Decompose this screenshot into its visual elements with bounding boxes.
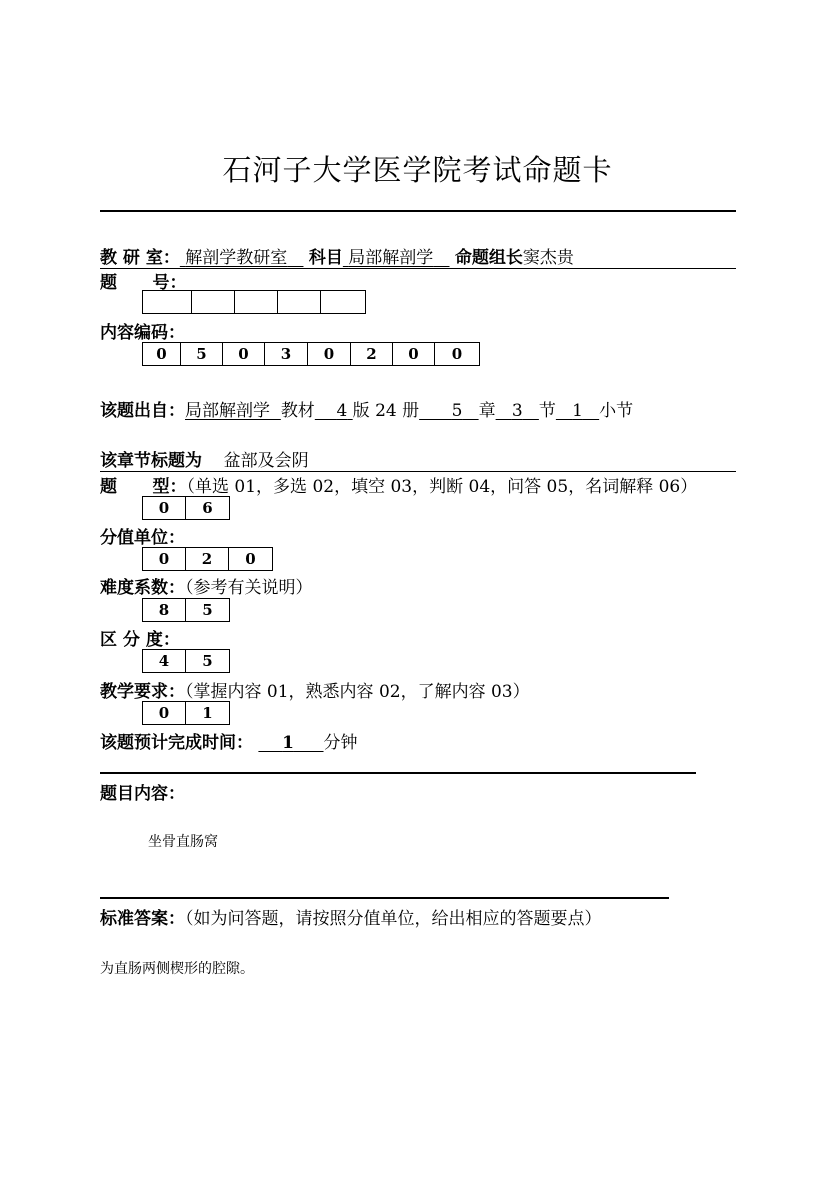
- subject-value: 局部解剖学: [348, 248, 434, 268]
- content-code-box: 0: [143, 343, 181, 365]
- answer-row: [100, 904, 602, 929]
- source-row: [100, 396, 633, 421]
- question-no-box: [235, 291, 278, 313]
- source-text-2: 版 24 册: [352, 401, 420, 421]
- leader-value: 窦杰贵: [522, 248, 574, 268]
- title-rule: [100, 210, 736, 212]
- question-no-boxes: [142, 290, 366, 314]
- qtype-note: （单选 01，多选 02，填空 03，判断 04，问答 05，名词解释 06）: [186, 477, 698, 497]
- dept-value: 解剖学教研室: [185, 248, 288, 268]
- answer-text: 为直肠两侧楔形的腔隙。: [100, 961, 254, 977]
- content-code-box: 5: [181, 343, 223, 365]
- source-edition: 4: [336, 401, 348, 421]
- content-code-box: 0: [393, 343, 435, 365]
- score-unit-box: 0: [143, 548, 186, 570]
- chapter-title-row: [100, 446, 736, 472]
- difficulty-box: 5: [202, 601, 213, 619]
- question-no-box: [321, 291, 365, 313]
- answer-note: （如为问答题，请按照分值单位，给出相应的答题要点）: [185, 909, 602, 929]
- content-code-boxes: [142, 342, 480, 366]
- requirement-box: 1: [202, 704, 213, 722]
- time-label: 该题预计完成时间：: [100, 733, 253, 753]
- content-label: 题目内容：: [100, 784, 185, 804]
- content-code-box: 0: [223, 343, 265, 365]
- source-text-1: 教材: [280, 401, 315, 421]
- source-text-5: 小节: [599, 401, 634, 421]
- time-row: [100, 728, 358, 753]
- qtype-box: 6: [202, 499, 213, 517]
- requirement-row: [100, 677, 530, 702]
- difficulty-note: （参考有关说明）: [185, 578, 313, 598]
- discrimination-box: 4: [143, 650, 186, 672]
- leader-label: 命题组长: [454, 248, 523, 268]
- time-unit: 分钟: [323, 733, 358, 753]
- requirement-label: 教学要求：: [100, 682, 185, 702]
- difficulty-box: 8: [143, 599, 186, 621]
- chapter-title-value: 盆部及会阴: [223, 451, 309, 471]
- source-label: 该题出自：: [100, 401, 185, 421]
- chapter-title-label: 该章节标题为: [100, 451, 202, 471]
- page-title: 石河子大学医学院考试命题卡: [222, 153, 613, 187]
- content-rule: [100, 772, 696, 774]
- source-chapter: 5: [451, 401, 463, 421]
- time-value: 1: [282, 733, 294, 753]
- score-unit-boxes: [142, 547, 273, 571]
- qtype-row: [100, 472, 697, 497]
- discrimination-label: 区 分 度：: [100, 630, 180, 650]
- qtype-label: 题 型：: [100, 477, 187, 497]
- header-row: [100, 243, 736, 269]
- dept-label: 教 研 室：: [100, 248, 180, 268]
- content-text: 坐骨直肠窝: [148, 834, 218, 850]
- content-code-box: 2: [351, 343, 393, 365]
- content-code-box: 0: [451, 345, 463, 363]
- score-unit-box: 2: [186, 548, 229, 570]
- subject-label: 科目: [308, 248, 343, 268]
- source-subsection: 1: [572, 401, 583, 421]
- question-no-box: [278, 291, 321, 313]
- source-text-4: 节: [538, 401, 556, 421]
- content-code-box: 3: [265, 343, 308, 365]
- question-no-label: 题 号：: [100, 273, 187, 293]
- question-no-box: [143, 291, 192, 313]
- difficulty-label: 难度系数：: [100, 578, 185, 598]
- qtype-box: 0: [143, 497, 186, 519]
- source-book: 局部解剖学: [185, 401, 270, 421]
- score-unit-label: 分值单位：: [100, 528, 185, 548]
- question-no-box: [192, 291, 235, 313]
- difficulty-row: [100, 573, 313, 598]
- discrimination-box: 5: [202, 652, 213, 670]
- qtype-boxes: [142, 496, 230, 520]
- source-text-3: 章: [478, 401, 496, 421]
- discrimination-boxes: [142, 649, 230, 673]
- answer-label: 标准答案：: [100, 909, 185, 929]
- difficulty-boxes: [142, 598, 230, 622]
- score-unit-box: 0: [245, 550, 256, 568]
- requirement-box: 0: [143, 702, 186, 724]
- answer-rule: [100, 897, 669, 899]
- requirement-note: （掌握内容 01，熟悉内容 02，了解内容 03）: [185, 682, 530, 702]
- source-section: 3: [511, 401, 523, 421]
- requirement-boxes: [142, 701, 230, 725]
- content-code-box: 0: [308, 343, 351, 365]
- content-code-label: 内容编码：: [100, 323, 185, 343]
